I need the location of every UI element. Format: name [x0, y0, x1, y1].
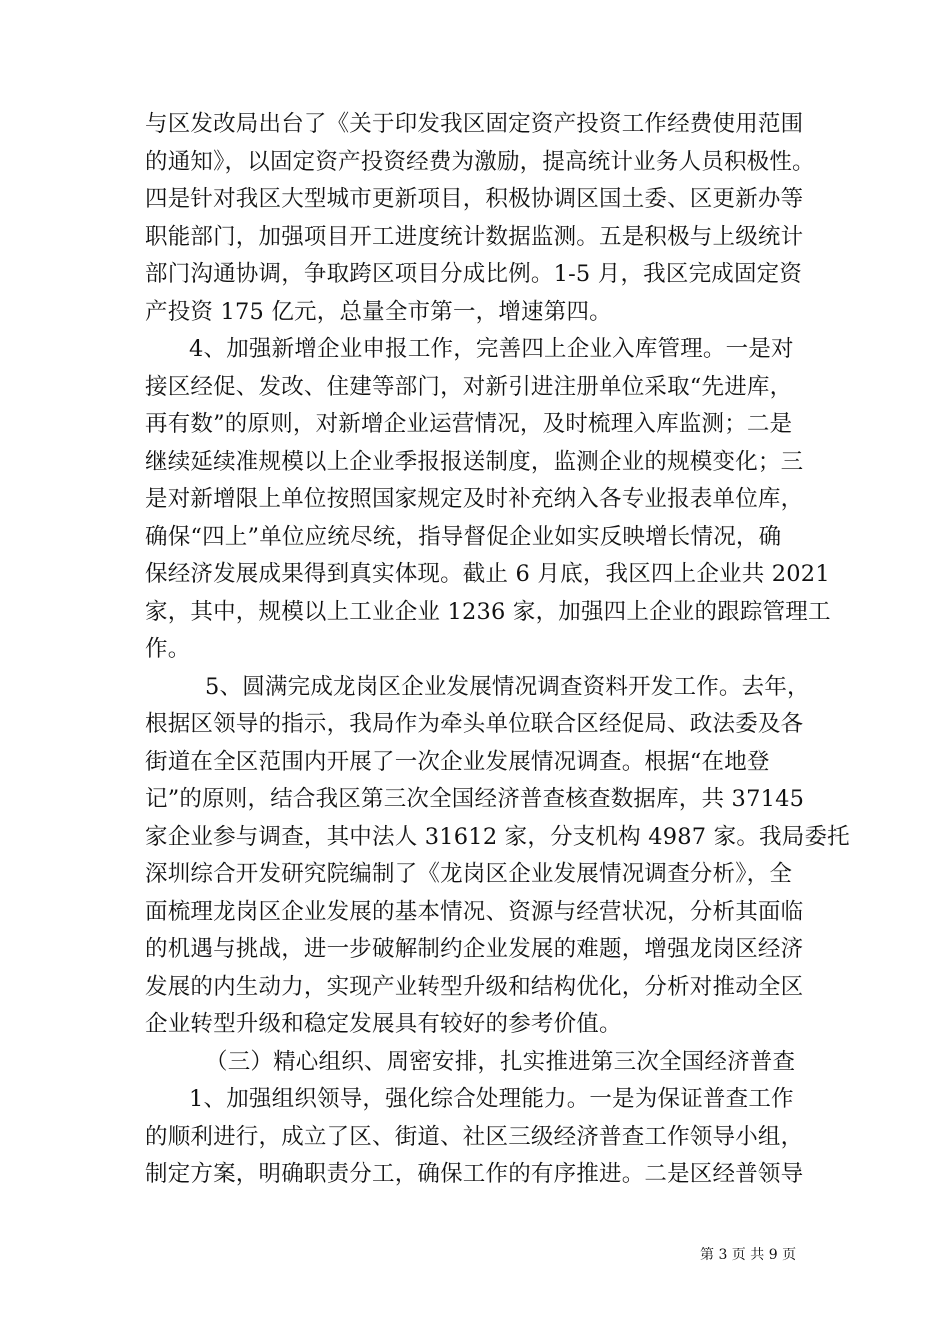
paragraph-start-line: 4、加强新增企业申报工作，完善四上企业入库管理。一是对 — [189, 336, 794, 362]
text-line: 四是针对我区大型城市更新项目，积极协调区国土委、区更新办等 — [145, 186, 804, 212]
text-line: 确保“四上”单位应统尽统，指导督促企业如实反映增长情况，确 — [145, 523, 782, 550]
text-line: 职能部门，加强项目开工进度统计数据监测。五是积极与上级统计 — [145, 223, 804, 250]
text-line: 记”的原则，结合我区第三次全国经济普查核查数据库，共 37145 — [145, 786, 805, 812]
text-line: 街道在全区范围内开展了一次企业发展情况调查。根据“在地登 — [145, 748, 770, 775]
text-line: 继续延续准规模以上企业季报报送制度，监测企业的规模变化；三 — [145, 448, 804, 475]
section-heading: （三）精心组织、周密安排，扎实推进第三次全国经济普查 — [205, 1048, 796, 1075]
text-line: 根据区领导的指示，我局作为牵头单位联合区经促局、政法委及各 — [145, 711, 804, 737]
text-line: 深圳综合开发研究院编制了《龙岗区企业发展情况调查分析》，全 — [145, 861, 793, 887]
text-line: 家企业参与调查，其中法人 31612 家，分支机构 4987 家。我局委托 — [145, 823, 850, 850]
text-line: 产投资 175 亿元，总量全市第一，增速第四。 — [145, 298, 612, 325]
text-line: 部门沟通协调，争取跨区项目分成比例。1-5 月，我区完成固定资 — [145, 261, 803, 287]
text-line: 再有数”的原则，对新增企业运营情况，及时梳理入库监测；二是 — [145, 411, 793, 437]
text-line: 制定方案，明确职责分工，确保工作的有序推进。二是区经普领导 — [145, 1161, 804, 1187]
text-line: 的通知》，以固定资产投资经费为激励，提高统计业务人员积极性。 — [145, 148, 815, 175]
paragraph-start-line: 5、圆满完成龙岗区企业发展情况调查资料开发工作。去年， — [205, 673, 810, 700]
paragraph-start-line: 1、加强组织领导，强化综合处理能力。一是为保证普查工作 — [189, 1086, 794, 1112]
page-number: 第 3 页 共 9 页 — [700, 1247, 797, 1263]
text-line: 是对新增限上单位按照国家规定及时补充纳入各专业报表单位库， — [145, 486, 804, 512]
text-line: 的顺利进行，成立了区、街道、社区三级经济普查工作领导小组， — [145, 1123, 804, 1150]
text-line: 保经济发展成果得到真实体现。截止 6 月底，我区四上企业共 2021 — [145, 561, 830, 587]
text-line: 作。 — [145, 636, 191, 662]
text-line: 家，其中，规模以上工业企业 1236 家，加强四上企业的跟踪管理工 — [145, 598, 831, 625]
document-body — [145, 106, 850, 1194]
text-line: 面梳理龙岗区企业发展的基本情况、资源与经营状况，分析其面临 — [145, 898, 804, 925]
text-line: 的机遇与挑战，进一步破解制约企业发展的难题，增强龙岗区经济 — [145, 936, 804, 962]
text-line: 接区经促、发改、住建等部门，对新引进注册单位采取“先进库， — [145, 373, 793, 400]
text-line: 发展的内生动力，实现产业转型升级和结构优化，分析对推动全区 — [145, 973, 804, 1000]
text-line: 企业转型升级和稳定发展具有较好的参考价值。 — [145, 1011, 622, 1037]
text-line: 与区发改局出台了《关于印发我区固定资产投资工作经费使用范围 — [145, 111, 804, 137]
